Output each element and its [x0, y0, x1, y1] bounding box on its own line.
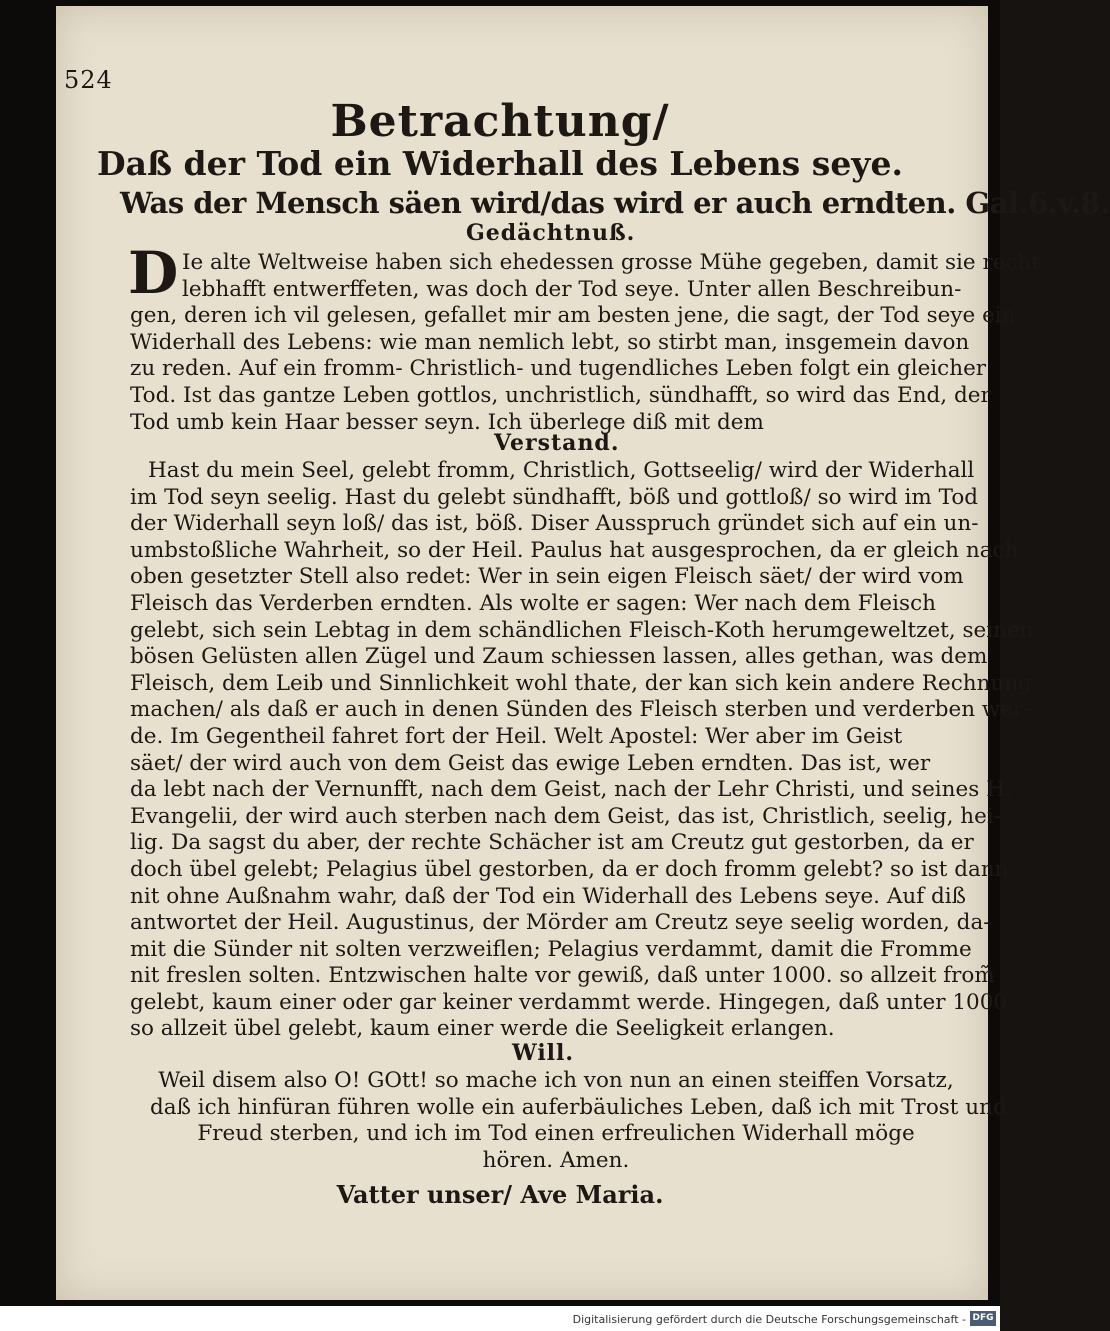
text-line: daß ich hinfüran führen wolle ein auferbäuliches Leben, daß ich mit Trost und	[150, 1094, 1007, 1120]
drop-cap: D	[128, 239, 179, 307]
text-line: machen/ als daß er auch in denen Sünden des Fleisch sterben und verderben wer-	[130, 697, 1031, 723]
text-line: gelebt, sich sein Lebtag in dem schändlichen Fleisch-Koth herumgeweltzet, seinen	[130, 617, 1034, 643]
page-number: 524	[64, 66, 113, 94]
text-line: Evangelii, der wird auch sterben nach dem Geist, das ist, Christlich, seelig, hei-	[130, 803, 1001, 829]
text-line: nit freslen solten. Entzwischen halte vor gewiß, daß unter 1000. so allzeit from̃	[130, 963, 995, 989]
text-line: Fleisch, dem Leib und Sinnlichkeit wohl thate, der kan sich kein andere Rechnung	[130, 670, 1032, 696]
page-title: Betrachtung/	[330, 96, 670, 147]
text-line: bösen Gelüsten allen Zügel und Zaum schiessen lassen, alles gethan, was dem	[130, 644, 988, 670]
text-line: hören. Amen.	[482, 1147, 630, 1173]
text-line: Tod. Ist das gantze Leben gottlos, unchristlich, sündhafft, so wird das End, der	[130, 382, 991, 408]
text-line: der Widerhall seyn loß/ das ist, böß. Diser Ausspruch gründet sich auf ein un-	[130, 511, 979, 537]
text-line: mit die Sünder nit solten verzweiflen; Pelagius verdammt, damit die Fromme	[130, 936, 972, 962]
text-line: im Tod seyn seelig. Hast du gelebt sündhafft, böß und gottloß/ so wird im Tod	[130, 484, 979, 510]
text-line: lebhafft entwerffeten, was doch der Tod seye. Unter allen Beschreibun-	[182, 276, 962, 302]
text-line: gelebt, kaum einer oder gar keiner verdammt werde. Hingegen, daß unter 1000.	[130, 989, 1014, 1015]
text-line: de. Im Gegentheil fahret fort der Heil. Welt Apostel: Wer aber im Geist	[130, 723, 903, 749]
closing-prayer: Vatter unser/ Ave Maria.	[336, 1180, 664, 1209]
text-line: lig. Da sagst du aber, der rechte Schächer ist am Creutz gut gestorben, da er	[130, 830, 974, 856]
funding-credit: Digitalisierung gefördert durch die Deutsche Forschungsgemeinschaft -	[572, 1313, 966, 1326]
heading-will: Will.	[512, 1040, 575, 1066]
text-line: Ie alte Weltweise haben sich ehedessen grosse Mühe gegeben, damit sie recht	[182, 250, 1041, 275]
dfg-logo-icon: DFG	[970, 1311, 996, 1326]
epigraph: Was der Mensch säen wird/das wird er auch erndten. Gal.6.v.8.	[120, 186, 1110, 220]
text-line: zu reden. Auf ein fromm- Christlich- und tugendliches Leben folgt ein gleicher	[130, 356, 987, 382]
paragraph-verstand	[130, 458, 1034, 1043]
text-line: antwortet der Heil. Augustinus, der Mörder am Creutz seye seelig worden, da-	[130, 910, 991, 936]
text-line: gen, deren ich vil gelesen, gefallet mir am besten jene, die sagt, der Tod seye ein	[130, 303, 1016, 329]
text-line: Freud sterben, und ich im Tod einen erfreulichen Widerhall möge	[197, 1121, 915, 1147]
page-subtitle: Daß der Tod ein Widerhall des Lebens seye.	[97, 144, 903, 183]
text-line: Widerhall des Lebens: wie man nemlich lebt, so stirbt man, insgemein davon	[130, 329, 970, 355]
text-line: doch übel gelebt; Pelagius übel gestorben, da er doch fromm gelebt? so ist dann	[130, 856, 1009, 882]
text-line: Hast du mein Seel, gelebt fromm, Christlich, Gottseelig/ wird der Widerhall	[148, 458, 975, 483]
text-line: umbstoßliche Wahrheit, so der Heil. Paulus hat ausgesprochen, da er gleich nach	[130, 537, 1019, 563]
text-line: säet/ der wird auch von dem Geist das ewige Leben erndten. Das ist, wer	[130, 750, 931, 776]
text-line: nit ohne Außnahm wahr, daß der Tod ein Widerhall des Lebens seye. Auf diß	[130, 883, 967, 909]
text-line: Fleisch das Verderben erndten. Als wolte er sagen: Wer nach dem Fleisch	[130, 590, 936, 616]
text-line: Tod umb kein Haar besser seyn. Ich überlege diß mit dem	[130, 409, 764, 435]
text-line: da lebt nach der Vernunfft, nach dem Geist, nach der Lehr Christi, und seines H.	[130, 777, 1012, 803]
text-line: so allzeit übel gelebt, kaum einer werde die Seeligkeit erlangen.	[130, 1016, 835, 1042]
text-line: oben gesetzter Stell also redet: Wer in sein eigen Fleisch säet/ der wird vom	[130, 564, 964, 590]
paragraph-gedaechtnuss	[130, 250, 1041, 436]
text-line: Weil disem also O! GOtt! so mache ich von nun an einen steiffen Vorsatz,	[158, 1068, 954, 1093]
heading-gedaechtnuss: Gedächtnuß.	[466, 220, 636, 246]
heading-verstand: Verstand.	[494, 430, 620, 456]
paragraph-will	[150, 1068, 1007, 1174]
